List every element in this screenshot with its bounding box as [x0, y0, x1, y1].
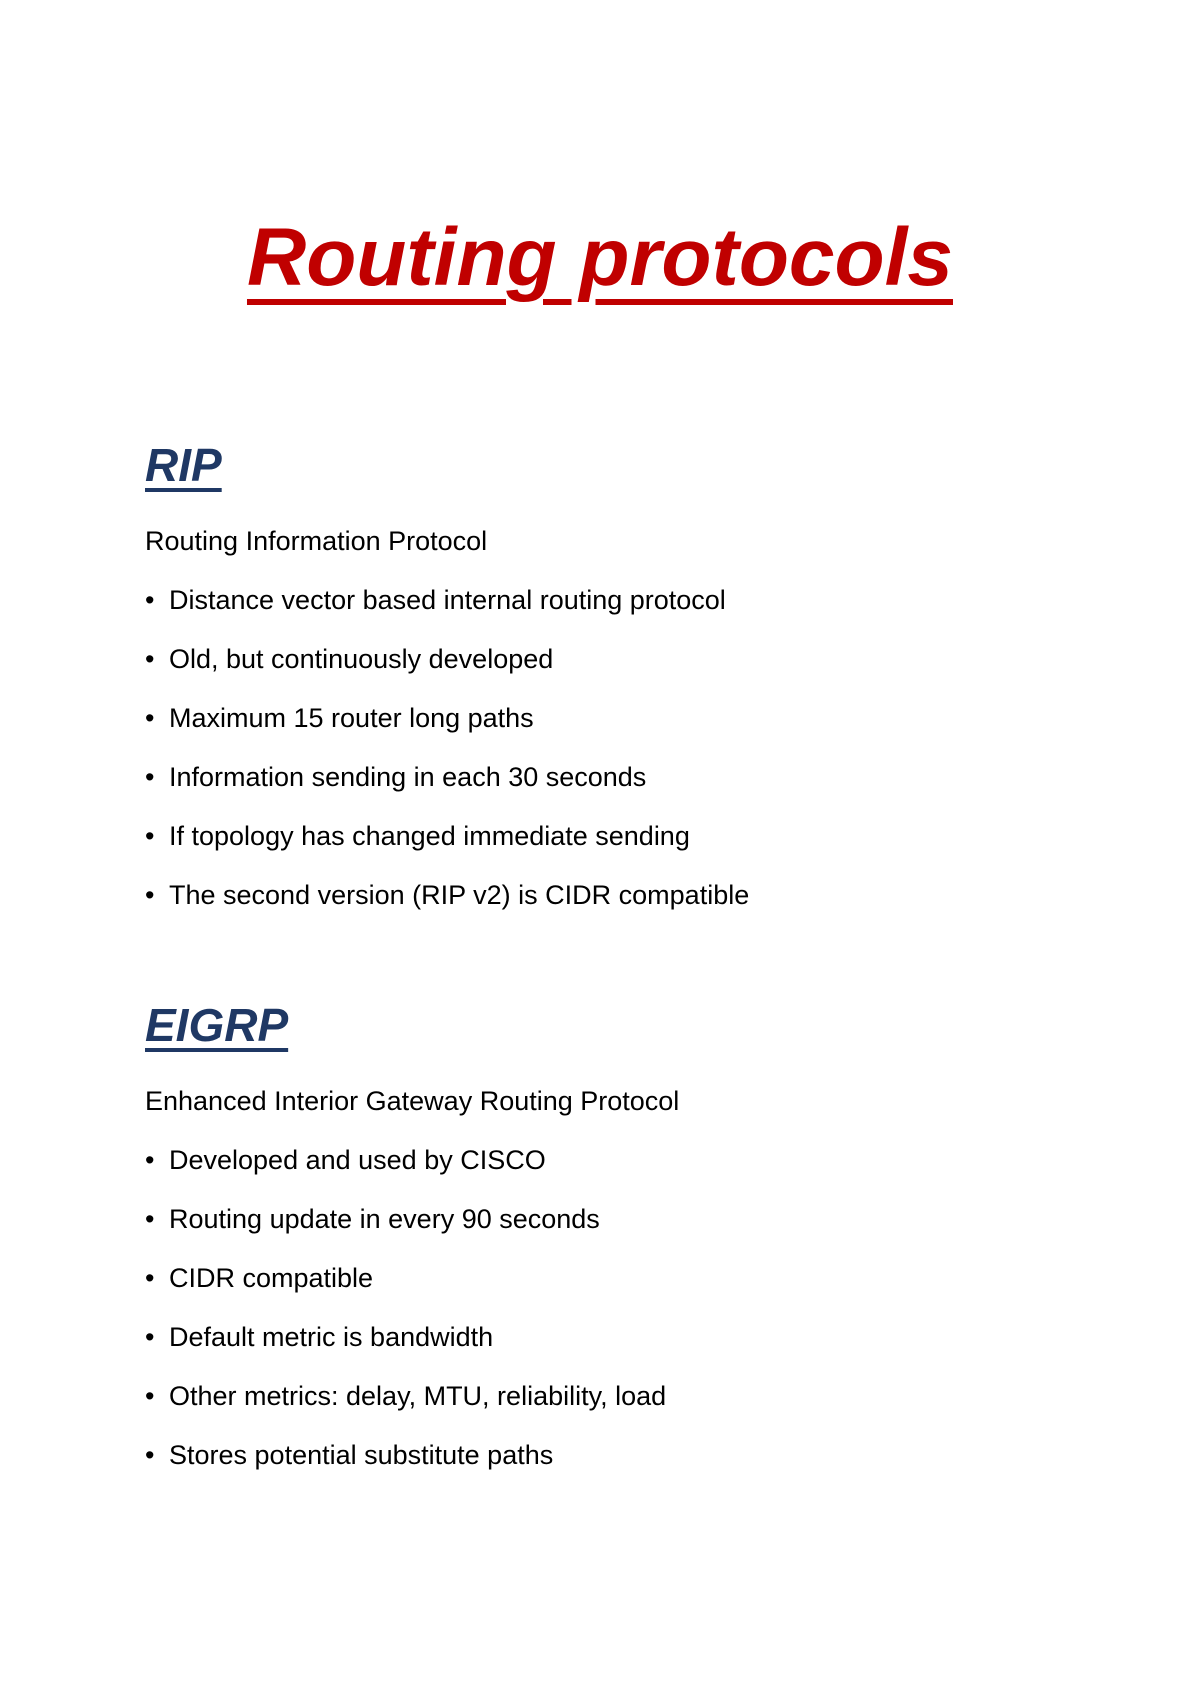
list-item	[145, 705, 749, 764]
list-item-text: If topology has changed immediate sending	[169, 821, 690, 851]
bullet-icon: •	[145, 1322, 155, 1352]
list-item-text: Stores potential substitute paths	[169, 1440, 554, 1470]
list-item-text: Maximum 15 router long paths	[169, 703, 534, 733]
list-item	[145, 764, 749, 823]
section-rip	[145, 439, 750, 941]
list-item	[145, 646, 749, 705]
document-title: Routing protocols	[246, 211, 953, 303]
bullet-icon: •	[145, 703, 155, 733]
list-item-text: Default metric is bandwidth	[169, 1322, 494, 1352]
list-item-text: Information sending in each 30 seconds	[169, 762, 647, 792]
bullet-icon: •	[145, 1381, 155, 1411]
bullet-icon: •	[145, 1263, 155, 1293]
list-item	[145, 1324, 679, 1383]
section-subtitle: Enhanced Interior Gateway Routing Protocol	[145, 1086, 680, 1116]
list-item	[145, 823, 749, 882]
bullet-icon: •	[145, 1440, 155, 1470]
bullet-icon: •	[145, 821, 155, 851]
list-item	[145, 882, 749, 941]
bullet-icon: •	[145, 644, 155, 674]
list-item-text: Distance vector based internal routing protocol	[169, 585, 726, 615]
section-heading: EIGRP	[145, 999, 289, 1051]
list-item-text: Old, but continuously developed	[169, 644, 554, 674]
list-item-text: Other metrics: delay, MTU, reliability, load	[169, 1381, 667, 1411]
list-item-text: Routing update in every 90 seconds	[169, 1204, 600, 1234]
bullet-icon: •	[145, 585, 155, 615]
section-heading: RIP	[145, 439, 222, 491]
section-subtitle: Routing Information Protocol	[145, 526, 488, 556]
list-item	[145, 1206, 679, 1265]
list-item-text: CIDR compatible	[169, 1263, 374, 1293]
list-item-text: The second version (RIP v2) is CIDR compatible	[169, 880, 750, 910]
bullet-icon: •	[145, 1204, 155, 1234]
section-eigrp	[145, 999, 680, 1501]
list-item	[145, 1147, 679, 1206]
list-item	[145, 1265, 679, 1324]
bullet-icon: •	[145, 880, 155, 910]
bullet-list	[145, 587, 749, 941]
bullet-list	[145, 1147, 679, 1501]
list-item	[145, 1442, 679, 1501]
bullet-icon: •	[145, 762, 155, 792]
bullet-icon: •	[145, 1145, 155, 1175]
list-item	[145, 587, 749, 646]
list-item-text: Developed and used by CISCO	[169, 1145, 546, 1175]
list-item	[145, 1383, 679, 1442]
